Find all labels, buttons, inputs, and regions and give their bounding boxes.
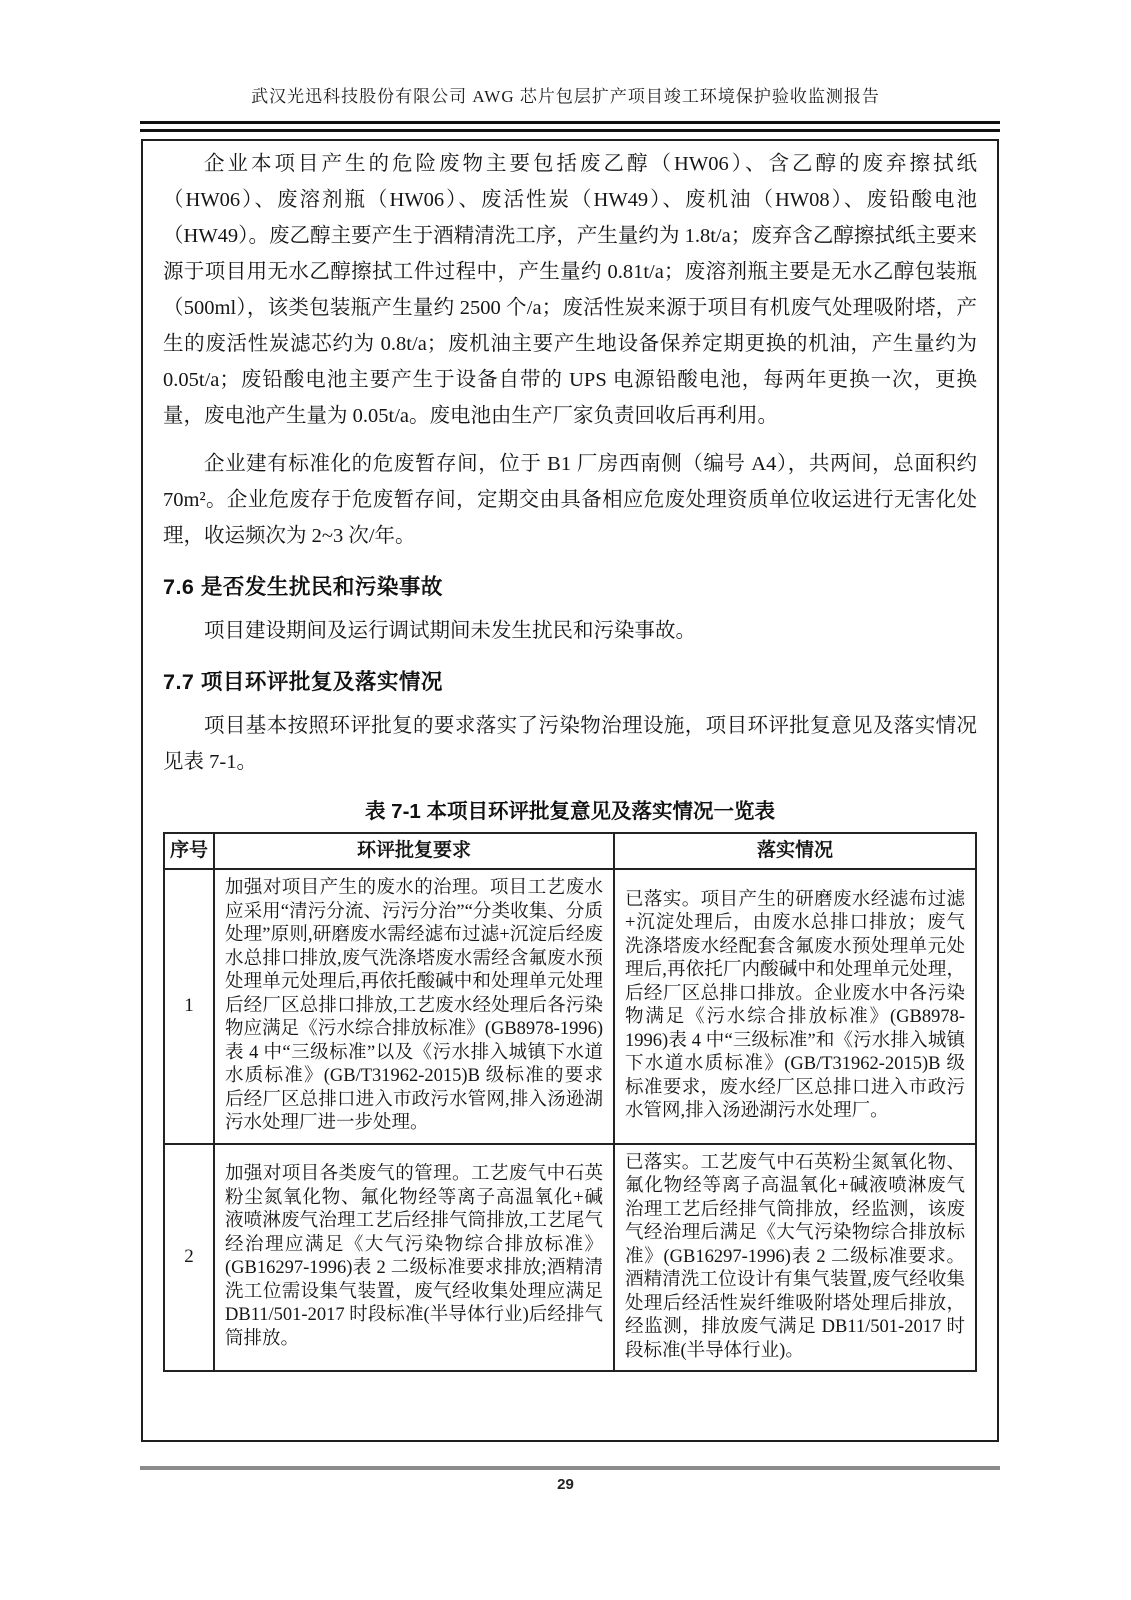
eia-approval-table bbox=[163, 832, 977, 1372]
table-row bbox=[164, 1144, 976, 1372]
row-1-implementation: 已落实。项目产生的研磨废水经滤布过滤+沉淀处理后，由废水总排口排放；废气洗涤塔废水经配套含氟废水预处理单元处理后,再依托厂内酸碱中和处理单元处理，后经厂区总排口排放。企业废水中各污染物满足《污水综合排放标准》(GB8978-1996)表 4 中“三级标准”和《污水排入城镇下水道水质标准》(GB/T31962-2015)B 级标准要求，废水经厂区总排口进入市政污水管网,排入汤逊湖污水处理厂。 bbox=[614, 869, 976, 1144]
row-2-implementation: 已落实。工艺废气中石英粉尘氮氧化物、氟化物经等离子高温氧化+碱液喷淋废气治理工艺后经排气筒排放，经监测，该废气经治理后满足《大气污染物综合排放标准》(GB16297-1996)表 2 二级标准要求。酒精清洗工位设计有集气装置,废气经收集处理后经活性炭纤维吸附塔处理后排放，经监测，排放废气满足 DB11/501-2017 时段标准(半导体行业)。 bbox=[614, 1144, 976, 1372]
table-row bbox=[164, 869, 976, 1144]
page-content-box bbox=[141, 139, 999, 1442]
running-header-title: 武汉光迅科技股份有限公司 AWG 芯片包层扩产项目竣工环境保护验收监测报告 bbox=[251, 87, 880, 106]
table-7-1-title: 表 7-1 本项目环评批复意见及落实情况一览表 bbox=[364, 800, 776, 823]
header-double-rule bbox=[140, 121, 1000, 132]
row-2-no: 2 bbox=[164, 1144, 214, 1372]
paragraph-section-7-7: 项目基本按照环评批复的要求落实了污染物治理设施，项目环评批复意见及落实情况见表 7-1。 bbox=[163, 715, 977, 773]
footer-rule bbox=[140, 1466, 1000, 1470]
paragraph-hazardous-waste: 企业本项目产生的危险废物主要包括废乙醇（HW06）、含乙醇的废弃擦拭纸（HW06）、废溶剂瓶（HW06）、废活性炭（HW49）、废机油（HW08）、废铅酸电池（HW49）。废乙醇主要产生于酒精清洗工序，产生量约为 1.8t/a；废弃含乙醇擦拭纸主要来源于项目用无水乙醇擦拭工件过程中，产生量约 0.81t/a；废溶剂瓶主要是无水乙醇包装瓶（500ml），该类包装瓶产生量约 2500 个/a；废活性炭来源于项目有机废气处理吸附塔，产生的废活性炭滤芯约为 0.8t/a；废机油主要产生地设备保养定期更换的机油，产生量约为 0.05t/a；废铅酸电池主要产生于设备自带的 UPS 电源铅酸电池，每两年更换一次，更换量，废电池产生量为 0.05t/a。废电池由生产厂家负责回收后再利用。 bbox=[163, 153, 977, 427]
row-1-requirement: 加强对项目产生的废水的治理。项目工艺废水应采用“清污分流、污污分治”“分类收集、分质处理”原则,研磨废水需经滤布过滤+沉淀后经废水总排口排放,废气洗涤塔废水需经含氟废水预处理单元处理后,再依托酸碱中和处理单元处理后经厂区总排口排放,工艺废水经处理后各污染物应满足《污水综合排放标准》(GB8978-1996)表 4 中“三级标准”以及《污水排入城镇下水道水质标准》(GB/T31962-2015)B 级标准的要求后经厂区总排口进入市政污水管网,排入汤逊湖污水处理厂进一步处理。 bbox=[214, 869, 614, 1144]
table-header-row bbox=[164, 833, 976, 869]
column-header-requirement: 环评批复要求 bbox=[214, 833, 614, 869]
row-2-requirement: 加强对项目各类废气的管理。工艺废气中石英粉尘氮氧化物、氟化物经等离子高温氧化+碱液喷淋废气治理工艺后经排气筒排放,工艺尾气经治理应满足《大气污染物综合排放标准》(GB16297-1996)表 2 二级标准要求排放;酒精清洗工位需设集气装置，废气经收集处理应满足 DB11/501-2017 时段标准(半导体行业)后经排气筒排放。 bbox=[214, 1144, 614, 1372]
section-heading-7-7: 7.7 项目环评批复及落实情况 bbox=[163, 670, 443, 694]
column-header-no: 序号 bbox=[164, 833, 214, 869]
page-number: 29 bbox=[557, 1476, 574, 1493]
paragraph-section-7-6: 项目建设期间及运行调试期间未发生扰民和污染事故。 bbox=[204, 620, 696, 642]
section-heading-7-6: 7.6 是否发生扰民和污染事故 bbox=[163, 575, 443, 599]
column-header-implementation: 落实情况 bbox=[614, 833, 976, 869]
row-1-no: 1 bbox=[164, 869, 214, 1144]
paragraph-waste-storage: 企业建有标准化的危废暂存间，位于 B1 厂房西南侧（编号 A4），共两间，总面积约 70m²。企业危废存于危废暂存间，定期交由具备相应危废处理资质单位收运进行无害化处理，收运频次为 2~3 次/年。 bbox=[163, 453, 977, 547]
